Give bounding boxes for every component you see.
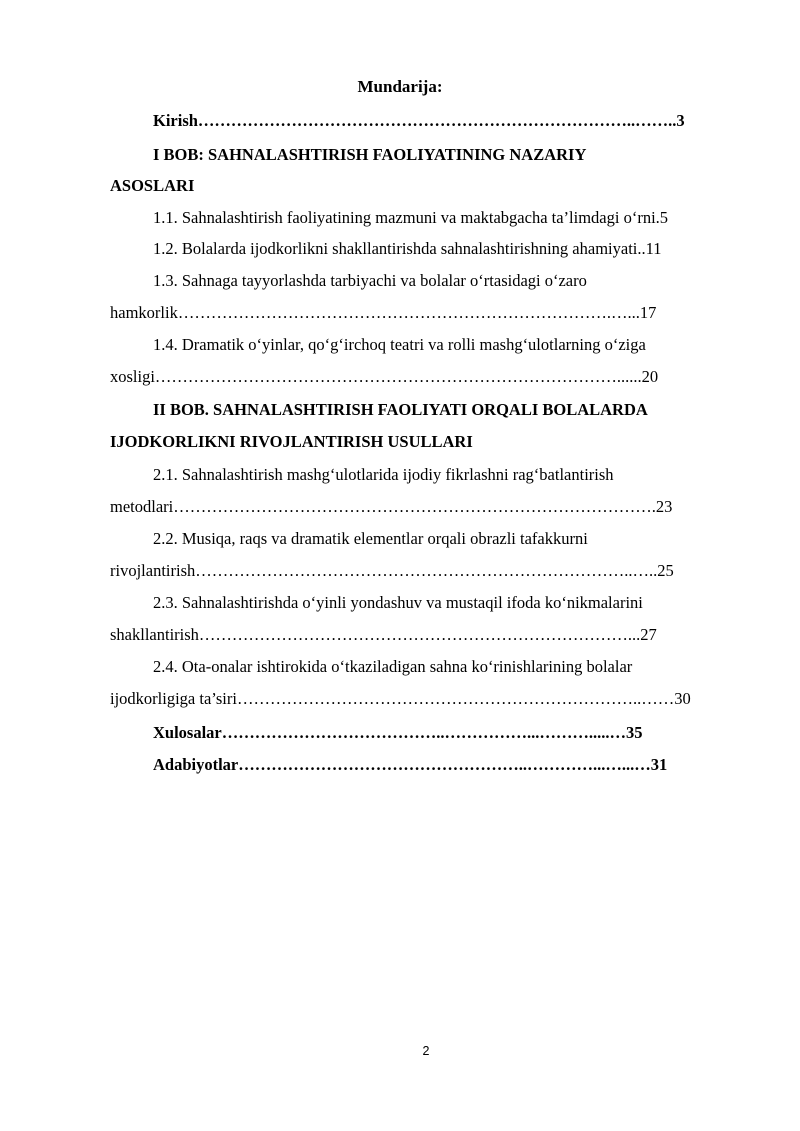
toc-entry-2-3: 2.3. Sahnalashtirishda oʻyinli yondashuv va mustaqil ifoda koʻnikmalarini [153,593,643,612]
page-number: 2 [422,1044,430,1058]
toc-chapter-1-heading: I BOB: SAHNALASHTIRISH FAOLIYATINING NAZARIY [153,145,587,164]
toc-entry-2-4: 2.4. Ota-onalar ishtirokida oʻtkaziladigan sahna koʻrinishlarining bolalar [153,657,633,676]
toc-chapter-1-heading-cont: ASOSLARI [110,176,195,195]
toc-entry-1-3: 1.3. Sahnaga tayyorlashda tarbiyachi va bolalar oʻrtasidagi oʻzaro [153,271,587,290]
toc-entry-1-2: 1.2. Bolalarda ijodkorlikni shakllantirishda sahnalashtirishning ahamiyati..11 [153,239,662,258]
toc-chapter-2-heading: II BOB. SAHNALASHTIRISH FAOLIYATI ORQALI BOLALARDA [153,400,648,419]
toc-entry-1-3-cont: hamkorlik…………………………………………………………………….…...17 [110,303,657,322]
toc-entry-2-2: 2.2. Musiqa, raqs va dramatik elementlar orqali obrazli tafakkurni [153,529,588,548]
toc-chapter-2-heading-cont: IJODKORLIKNI RIVOJLANTIRISH USULLARI [110,432,473,451]
toc-entry-1-4-cont: xosligi…………………………………………………………………………......20 [110,367,659,386]
toc-entry-1-1: 1.1. Sahnalashtirish faoliyatining mazmuni va maktabgacha ta’limdagi oʻrni.5 [153,208,669,227]
toc-entry-xulosalar: Xulosalar…………………………………..……………...……….....…35 [153,723,643,742]
toc-entry-2-3-cont: shakllantirish……………………………………………………………………...27 [110,625,657,644]
toc-title: Mundarija: [357,77,443,96]
toc-entry-2-1-cont: metodlari…………………………………………………………………………….23 [110,497,673,516]
toc-entry-adabiyotlar: Adabiyotlar……………………………………………..…………...…...…31 [153,755,668,774]
toc-entry-1-4: 1.4. Dramatik oʻyinlar, qoʻgʻirchoq teatri va rolli mashgʻulotlarning oʻziga [153,335,646,354]
toc-entry-2-4-cont: ijodkorligiga ta’siri………………………………………………………………..……30 [110,689,691,708]
toc-entry-2-2-cont: rivojlantirish……………………………………………………………………..…..25 [110,561,674,580]
toc-entry-kirish: Kirish……………………………………………………………………..……..3 [153,111,685,130]
toc-entry-2-1: 2.1. Sahnalashtirish mashgʻulotlarida ijodiy fikrlashni ragʻbatlantirish [153,465,614,484]
